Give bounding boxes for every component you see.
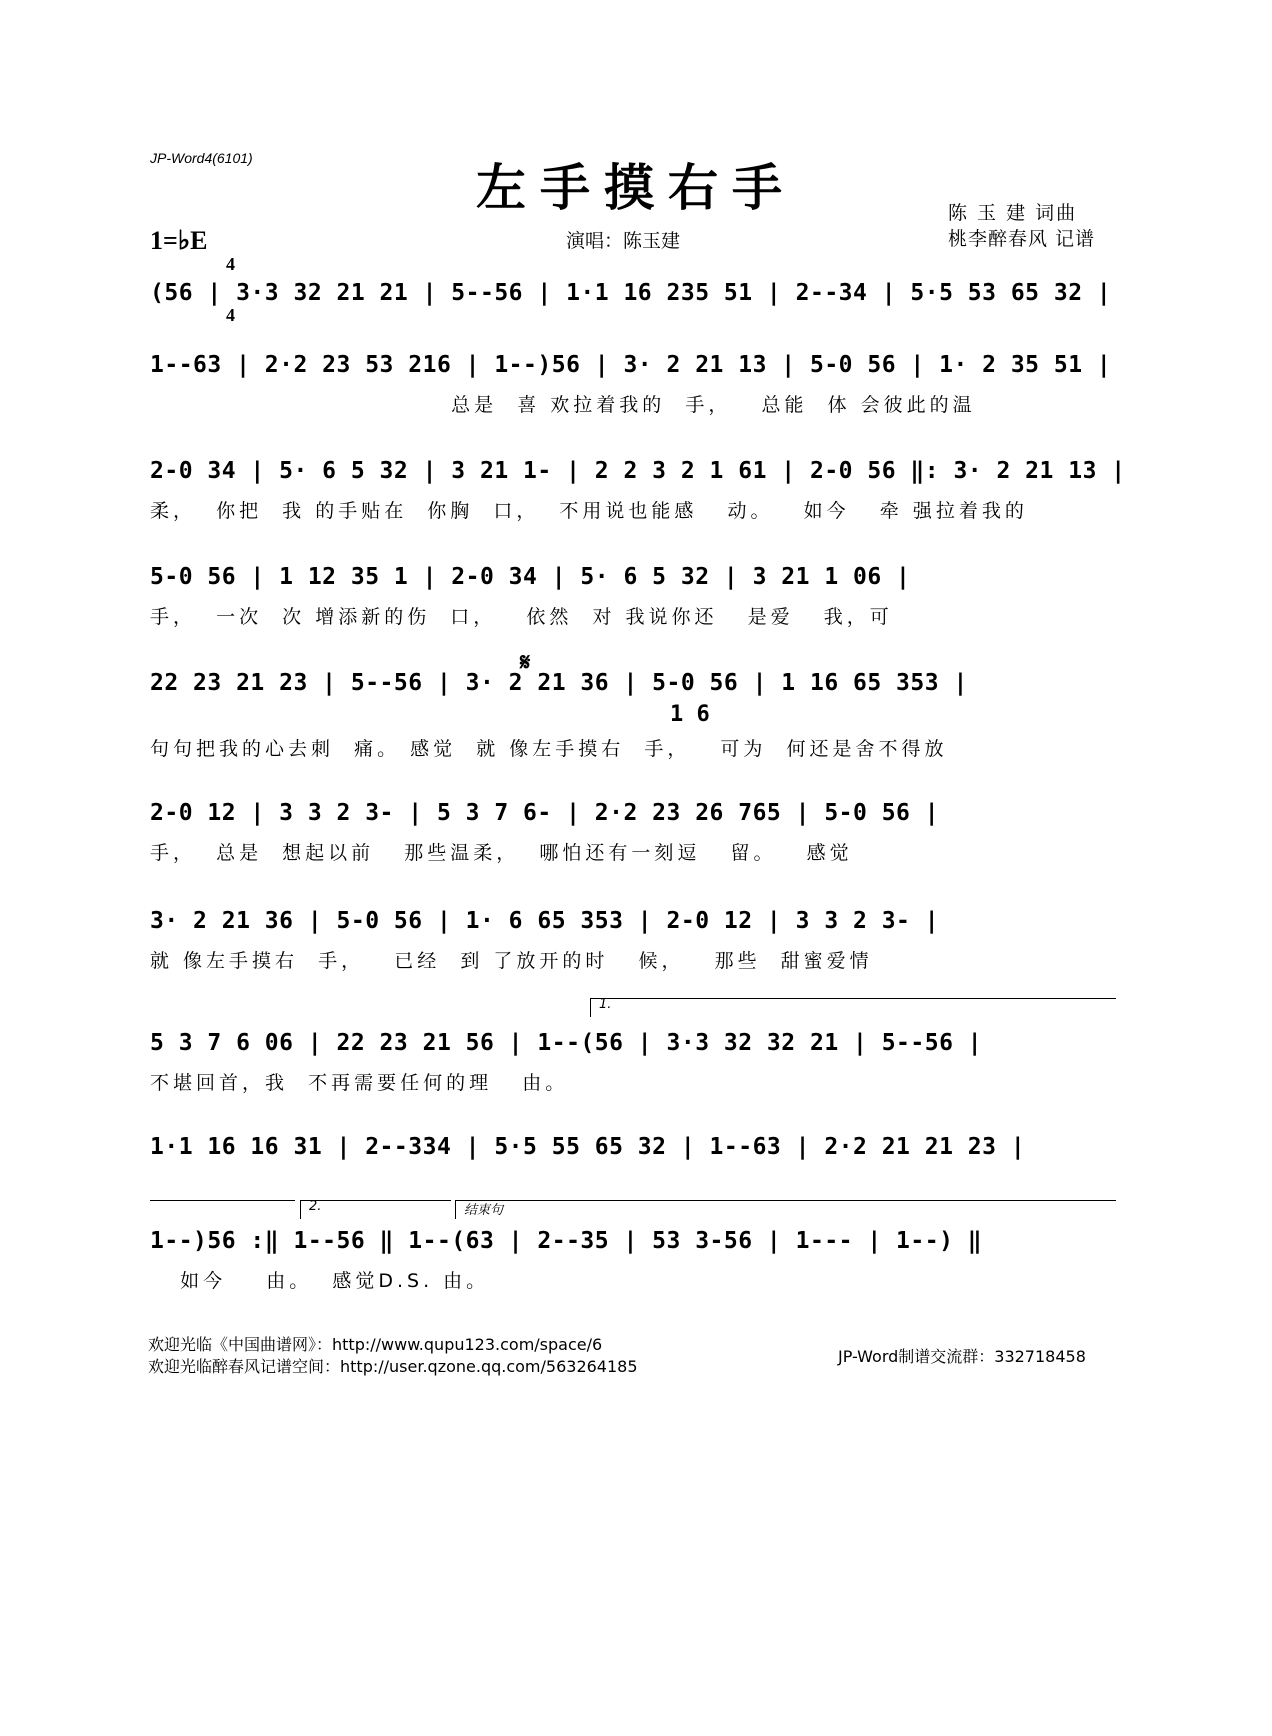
notes: 22 23 21 23 | 5--56 | 3· 2 21 36 | 5-0 56 | 1 16 65 353 | [150, 670, 968, 696]
lyrics: 总是 喜 欢拉着我的 手， 总能 体 会彼此的温 [150, 394, 976, 416]
alternate-notes: 1 6 [670, 702, 710, 727]
lyrics: 如今 由。 感觉D.S. 由。 [150, 1270, 490, 1292]
notes: 2-0 34 | 5· 6 5 32 | 3 21 1- | 2 2 3 2 1 61 | 2-0 56 ‖: 3· 2 21 13 | [150, 458, 1126, 484]
first-ending-label: 1. [599, 997, 612, 1012]
lyrics: 手， 一次 次 增添新的伤 口， 依然 对 我说你还 是爱 我，可 [150, 606, 893, 628]
second-ending-label: 2. [309, 1199, 322, 1214]
notes: 3· 2 21 36 | 5-0 56 | 1· 6 65 353 | 2-0 12 | 3 3 2 3- | [150, 908, 940, 934]
segno-sign: 𝄋 [520, 648, 531, 676]
transcriber-credit: 桃李醉春风 记谱 [948, 228, 1096, 250]
lyrics: 句句把我的心去刺 痛。 感觉 就 像左手摸右 手， 可为 何还是舍不得放 [150, 738, 948, 760]
footer-space-link[interactable]: 欢迎光临醉春风记谱空间：http://user.qzone.qq.com/563264185 [148, 1357, 638, 1376]
lyrics: 手， 总是 想起以前 那些温柔， 哪怕还有一刻逗 留。 感觉 [150, 842, 853, 864]
composer-credit: 陈 玉 建 词曲 [948, 202, 1078, 224]
notes: 2-0 12 | 3 3 2 3- | 5 3 7 6- | 2·2 23 26 765 | 5-0 56 | [150, 800, 940, 826]
key-signature: 1=♭E [150, 226, 208, 255]
notes: 5 3 7 6 06 | 22 23 21 56 | 1--(56 | 3·3 32 32 21 | 5--56 | [150, 1030, 983, 1056]
notes: 1--63 | 2·2 23 53 216 | 1--)56 | 3· 2 21 13 | 5-0 56 | 1· 2 35 51 | [150, 352, 1112, 378]
singer-credit: 演唱：陈玉建 [566, 230, 681, 252]
footer-group: JP-Word制谱交流群：332718458 [838, 1347, 1086, 1366]
notes: 1--)56 :‖ 1--56 ‖ 1--(63 | 2--35 | 53 3-56 | 1--- | 1--) ‖ [150, 1228, 983, 1254]
lyrics: 不堪回首，我 不再需要任何的理 由。 [150, 1072, 569, 1094]
software-label: JP-Word4(6101) [150, 150, 253, 166]
coda-label: 结束句 [464, 1203, 504, 1218]
lyrics: 就 像左手摸右 手， 已经 到 了放开的时 候， 那些 甜蜜爱情 [150, 950, 873, 972]
time-top: 4 [226, 254, 235, 274]
notes: (56 | 3·3 32 21 21 | 5--56 | 1·1 16 235 51 | 2--34 | 5·5 53 65 32 | [150, 280, 1112, 306]
song-title: 左手摸右手 [476, 158, 796, 217]
time-bottom: 4 [226, 305, 235, 325]
footer-site-link[interactable]: 欢迎光临《中国曲谱网》：http://www.qupu123.com/space/6 [148, 1335, 603, 1354]
repeat-bracket [150, 1200, 295, 1219]
second-ending-bracket [300, 1200, 451, 1219]
notes: 5-0 56 | 1 12 35 1 | 2-0 34 | 5· 6 5 32 | 3 21 1 06 | [150, 564, 911, 590]
first-ending-bracket [590, 998, 1116, 1017]
coda-bracket [455, 1200, 1116, 1219]
notes: 1·1 16 16 31 | 2--334 | 5·5 55 65 32 | 1--63 | 2·2 21 21 23 | [150, 1134, 1026, 1160]
lyrics: 柔， 你把 我 的手贴在 你胸 口， 不用说也能感 动。 如今 牵 强拉着我的 [150, 500, 1028, 522]
